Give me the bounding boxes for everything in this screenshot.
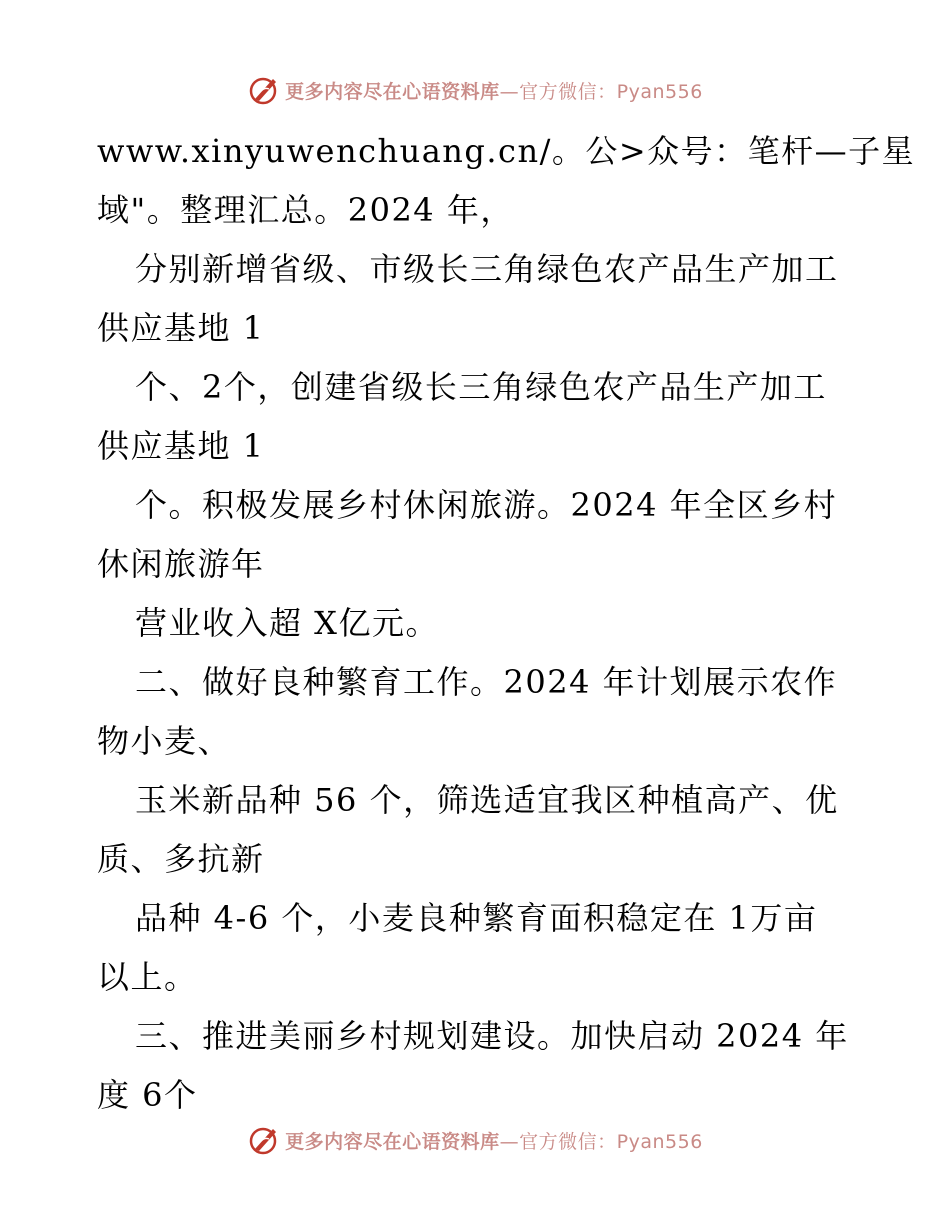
text-line: 分别新增省级、市级长三角绿色农产品生产加工 [135, 250, 839, 288]
text-line: 品种 4-6 个，小麦良种繁育面积稳定在 1万亩 [135, 899, 818, 937]
text-line: 以上。 [97, 958, 198, 996]
text-line: 营业收入超 X亿元。 [135, 604, 439, 642]
watermark-text [285, 1127, 703, 1154]
watermark-plain-text: —官方微信：Pyan556 [499, 80, 703, 103]
header-watermark [0, 70, 950, 110]
footer-watermark [0, 1120, 950, 1160]
text-line: 供应基地 1 [97, 427, 265, 465]
text-line: 玉米新品种 56 个，筛选适宜我区种植高产、优 [135, 781, 839, 819]
watermark-plain-text: —官方微信：Pyan556 [499, 1130, 703, 1153]
text-line: 域"。整理汇总。2024 年， [97, 191, 514, 229]
text-line: 供应基地 1 [97, 309, 265, 347]
text-line: 三、推进美丽乡村规划建设。加快启动 2024 年 [135, 1017, 849, 1055]
text-line: 物小麦、 [97, 722, 232, 760]
watermark-text [285, 77, 703, 104]
text-line: 个、2个，创建省级长三角绿色农产品生产加工 [135, 368, 827, 406]
text-line: 休闲旅游年 [97, 545, 265, 583]
text-line: www.xinyuwenchuang.cn/。公>众号：笔杆—子星 [97, 132, 916, 170]
text-line: 个。积极发展乡村休闲旅游。2024 年全区乡村 [135, 486, 838, 524]
text-line: 质、多抗新 [97, 840, 265, 878]
document-body [97, 122, 916, 1125]
text-line: 二、做好良种繁育工作。2024 年计划展示农作 [135, 663, 838, 701]
quill-logo-icon [247, 1123, 281, 1157]
watermark-bold-text: 更多内容尽在心语资料库 [285, 1130, 500, 1153]
text-line: 度 6个 [97, 1076, 198, 1114]
watermark-bold-text: 更多内容尽在心语资料库 [285, 80, 500, 103]
quill-logo-icon [247, 73, 281, 107]
